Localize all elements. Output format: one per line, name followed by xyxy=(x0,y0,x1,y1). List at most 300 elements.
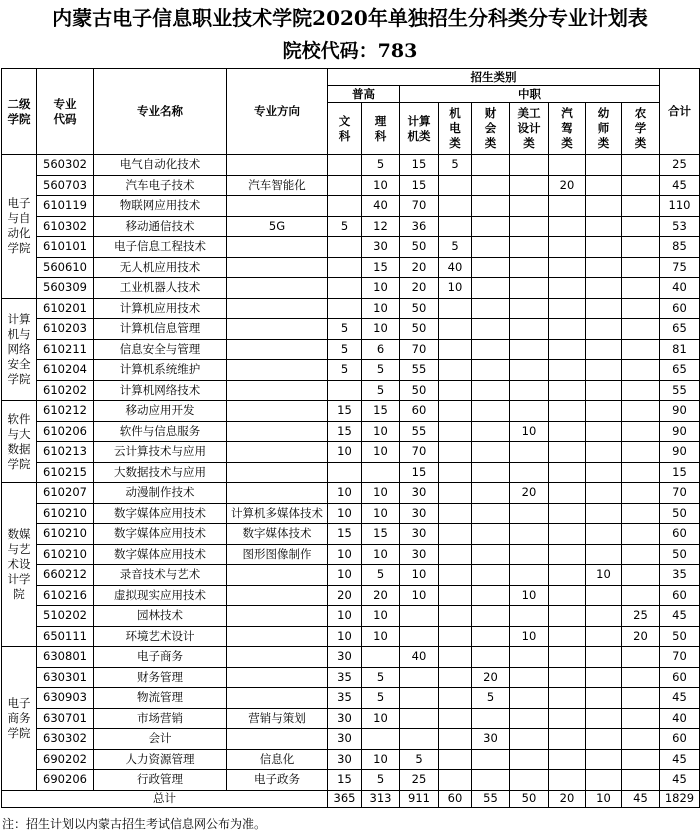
major-direction: 数字媒体技术 xyxy=(227,524,328,545)
quota-agriculture xyxy=(622,442,660,463)
major-name: 动漫制作技术 xyxy=(94,483,227,504)
quota-science: 10 xyxy=(362,483,400,504)
row-total: 65 xyxy=(660,360,700,381)
quota-auto xyxy=(549,278,586,299)
table-row xyxy=(2,257,700,278)
table-row xyxy=(2,770,700,791)
quota-science: 10 xyxy=(362,278,400,299)
quota-science xyxy=(362,647,400,668)
quota-arts: 30 xyxy=(328,729,362,750)
quota-computer xyxy=(400,688,439,709)
major-code: 610206 xyxy=(37,421,94,442)
quota-auto xyxy=(549,626,586,647)
major-code: 630801 xyxy=(37,647,94,668)
quota-art-design xyxy=(510,278,549,299)
quota-finance: 20 xyxy=(472,667,510,688)
quota-computer: 10 xyxy=(400,565,439,586)
quota-mechatronics xyxy=(439,749,472,770)
quota-preschool xyxy=(586,585,622,606)
quota-science: 5 xyxy=(362,155,400,176)
quota-agriculture xyxy=(622,380,660,401)
table-row xyxy=(2,688,700,709)
quota-arts: 5 xyxy=(328,319,362,340)
quota-computer: 40 xyxy=(400,647,439,668)
row-total: 90 xyxy=(660,421,700,442)
quota-auto xyxy=(549,421,586,442)
row-total: 90 xyxy=(660,442,700,463)
quota-science: 15 xyxy=(362,401,400,422)
college-cell: 计算机与网络安全学院 xyxy=(2,298,37,401)
row-total: 85 xyxy=(660,237,700,258)
row-total: 50 xyxy=(660,626,700,647)
quota-finance xyxy=(472,175,510,196)
major-code: 630701 xyxy=(37,708,94,729)
quota-auto xyxy=(549,360,586,381)
quota-science: 10 xyxy=(362,421,400,442)
quota-arts xyxy=(328,462,362,483)
quota-arts xyxy=(328,175,362,196)
quota-computer: 50 xyxy=(400,298,439,319)
quota-arts: 30 xyxy=(328,708,362,729)
header-name: 专业名称 xyxy=(94,69,227,155)
quota-preschool xyxy=(586,503,622,524)
quota-agriculture xyxy=(622,237,660,258)
table-footer xyxy=(2,790,700,807)
quota-mechatronics xyxy=(439,196,472,217)
quota-art-design xyxy=(510,544,549,565)
quota-auto xyxy=(549,544,586,565)
quota-arts: 5 xyxy=(328,339,362,360)
major-code: 610207 xyxy=(37,483,94,504)
quota-finance xyxy=(472,626,510,647)
row-total: 40 xyxy=(660,278,700,299)
quota-preschool xyxy=(586,626,622,647)
quota-preschool xyxy=(586,298,622,319)
table-row xyxy=(2,626,700,647)
quota-science: 10 xyxy=(362,708,400,729)
table-row xyxy=(2,729,700,750)
row-total: 45 xyxy=(660,606,700,627)
major-name: 园林技术 xyxy=(94,606,227,627)
college-cell: 软件与大数据学院 xyxy=(2,401,37,483)
table-row xyxy=(2,278,700,299)
header-mechatronics: 机电类 xyxy=(439,103,472,155)
table-body xyxy=(2,155,700,791)
quota-science: 40 xyxy=(362,196,400,217)
major-direction xyxy=(227,606,328,627)
quota-preschool xyxy=(586,688,622,709)
quota-computer: 50 xyxy=(400,237,439,258)
table-row xyxy=(2,380,700,401)
total-science: 313 xyxy=(362,790,400,807)
quota-finance xyxy=(472,585,510,606)
quota-preschool xyxy=(586,196,622,217)
quota-auto xyxy=(549,565,586,586)
major-direction xyxy=(227,278,328,299)
table-row xyxy=(2,237,700,258)
page-title: 内蒙古电子信息职业技术学院2020年单独招生分科类分专业计划表 xyxy=(52,6,648,30)
header-category: 招生类别 xyxy=(328,69,660,86)
table-row xyxy=(2,196,700,217)
quota-agriculture xyxy=(622,544,660,565)
quota-preschool: 10 xyxy=(586,565,622,586)
row-total: 110 xyxy=(660,196,700,217)
major-code: 610216 xyxy=(37,585,94,606)
quota-preschool xyxy=(586,155,622,176)
row-total: 90 xyxy=(660,401,700,422)
major-direction xyxy=(227,442,328,463)
quota-agriculture xyxy=(622,360,660,381)
quota-science: 30 xyxy=(362,237,400,258)
quota-mechatronics xyxy=(439,647,472,668)
quota-art-design xyxy=(510,708,549,729)
table-row xyxy=(2,585,700,606)
major-code: 630903 xyxy=(37,688,94,709)
quota-science: 5 xyxy=(362,770,400,791)
major-name: 计算机系统维护 xyxy=(94,360,227,381)
major-name: 数字媒体应用技术 xyxy=(94,524,227,545)
major-code: 610202 xyxy=(37,380,94,401)
quota-agriculture xyxy=(622,708,660,729)
major-direction: 信息化 xyxy=(227,749,328,770)
major-direction: 营销与策划 xyxy=(227,708,328,729)
major-name: 财务管理 xyxy=(94,667,227,688)
quota-arts xyxy=(328,257,362,278)
major-code: 610215 xyxy=(37,462,94,483)
quota-art-design xyxy=(510,442,549,463)
table-row xyxy=(2,298,700,319)
quota-computer: 10 xyxy=(400,585,439,606)
major-direction xyxy=(227,401,328,422)
quota-arts: 20 xyxy=(328,585,362,606)
quota-art-design: 10 xyxy=(510,626,549,647)
total-auto: 20 xyxy=(549,790,586,807)
major-name: 环境艺术设计 xyxy=(94,626,227,647)
quota-computer xyxy=(400,667,439,688)
major-direction xyxy=(227,462,328,483)
quota-preschool xyxy=(586,380,622,401)
quota-art-design xyxy=(510,729,549,750)
quota-finance xyxy=(472,565,510,586)
major-direction xyxy=(227,688,328,709)
major-direction xyxy=(227,565,328,586)
major-direction xyxy=(227,360,328,381)
quota-preschool xyxy=(586,749,622,770)
quota-mechatronics xyxy=(439,585,472,606)
quota-finance: 30 xyxy=(472,729,510,750)
quota-finance: 5 xyxy=(472,688,510,709)
quota-agriculture xyxy=(622,503,660,524)
quota-finance xyxy=(472,708,510,729)
quota-agriculture xyxy=(622,278,660,299)
quota-art-design xyxy=(510,688,549,709)
quota-mechatronics xyxy=(439,421,472,442)
quota-auto xyxy=(549,647,586,668)
quota-computer: 25 xyxy=(400,770,439,791)
major-direction xyxy=(227,585,328,606)
quota-mechatronics xyxy=(439,606,472,627)
college-cell: 电子与自动化学院 xyxy=(2,155,37,299)
major-name: 电子商务 xyxy=(94,647,227,668)
quota-science: 10 xyxy=(362,319,400,340)
quota-agriculture xyxy=(622,770,660,791)
quota-finance xyxy=(472,216,510,237)
table-row xyxy=(2,175,700,196)
quota-arts: 30 xyxy=(328,647,362,668)
quota-mechatronics xyxy=(439,216,472,237)
quota-mechatronics xyxy=(439,360,472,381)
table-row xyxy=(2,483,700,504)
total-finance: 55 xyxy=(472,790,510,807)
quota-mechatronics xyxy=(439,524,472,545)
table-row xyxy=(2,401,700,422)
major-direction xyxy=(227,483,328,504)
table-row xyxy=(2,155,700,176)
quota-arts: 10 xyxy=(328,626,362,647)
quota-science: 5 xyxy=(362,360,400,381)
quota-auto xyxy=(549,729,586,750)
quota-arts: 10 xyxy=(328,606,362,627)
quota-science: 15 xyxy=(362,257,400,278)
major-code: 610211 xyxy=(37,339,94,360)
quota-mechatronics xyxy=(439,729,472,750)
quota-arts: 10 xyxy=(328,565,362,586)
header-art-design: 美工设计类 xyxy=(510,103,549,155)
major-code: 560309 xyxy=(37,278,94,299)
major-code: 560703 xyxy=(37,175,94,196)
major-name: 计算机应用技术 xyxy=(94,298,227,319)
quota-arts: 35 xyxy=(328,688,362,709)
total-mechatronics: 60 xyxy=(439,790,472,807)
major-name: 人力资源管理 xyxy=(94,749,227,770)
major-code: 660212 xyxy=(37,565,94,586)
row-total: 50 xyxy=(660,544,700,565)
quota-computer: 15 xyxy=(400,175,439,196)
quota-agriculture xyxy=(622,216,660,237)
quota-art-design xyxy=(510,237,549,258)
quota-auto xyxy=(549,606,586,627)
header-college: 二级学院 xyxy=(2,69,37,155)
quota-agriculture xyxy=(622,483,660,504)
header-code: 专业代码 xyxy=(37,69,94,155)
major-name: 电气自动化技术 xyxy=(94,155,227,176)
major-code: 510202 xyxy=(37,606,94,627)
quota-mechatronics xyxy=(439,298,472,319)
major-name: 物联网应用技术 xyxy=(94,196,227,217)
major-name: 物流管理 xyxy=(94,688,227,709)
quota-computer: 60 xyxy=(400,401,439,422)
quota-agriculture xyxy=(622,688,660,709)
quota-computer xyxy=(400,626,439,647)
quota-mechatronics xyxy=(439,565,472,586)
major-name: 云计算技术与应用 xyxy=(94,442,227,463)
major-direction xyxy=(227,257,328,278)
quota-finance xyxy=(472,442,510,463)
header-auto: 汽驾类 xyxy=(549,103,586,155)
quota-agriculture xyxy=(622,524,660,545)
quota-finance xyxy=(472,401,510,422)
quota-science: 5 xyxy=(362,688,400,709)
major-name: 市场营销 xyxy=(94,708,227,729)
major-name: 移动应用开发 xyxy=(94,401,227,422)
major-direction xyxy=(227,626,328,647)
quota-mechatronics: 10 xyxy=(439,278,472,299)
quota-agriculture xyxy=(622,667,660,688)
quota-computer: 36 xyxy=(400,216,439,237)
quota-agriculture xyxy=(622,729,660,750)
quota-mechatronics: 40 xyxy=(439,257,472,278)
table-row xyxy=(2,319,700,340)
major-name: 虚拟现实应用技术 xyxy=(94,585,227,606)
major-direction: 汽车智能化 xyxy=(227,175,328,196)
quota-arts xyxy=(328,155,362,176)
major-code: 650111 xyxy=(37,626,94,647)
quota-computer: 55 xyxy=(400,421,439,442)
quota-arts: 15 xyxy=(328,770,362,791)
header-agriculture: 农学类 xyxy=(622,103,660,155)
quota-computer: 70 xyxy=(400,339,439,360)
quota-science: 12 xyxy=(362,216,400,237)
quota-finance xyxy=(472,503,510,524)
quota-arts: 10 xyxy=(328,503,362,524)
table-row xyxy=(2,524,700,545)
major-name: 计算机信息管理 xyxy=(94,319,227,340)
row-total: 65 xyxy=(660,319,700,340)
quota-art-design xyxy=(510,257,549,278)
quota-agriculture xyxy=(622,565,660,586)
quota-preschool xyxy=(586,401,622,422)
major-direction: 图形图像制作 xyxy=(227,544,328,565)
quota-art-design xyxy=(510,298,549,319)
row-total: 60 xyxy=(660,585,700,606)
quota-preschool xyxy=(586,647,622,668)
quota-art-design xyxy=(510,770,549,791)
quota-finance xyxy=(472,155,510,176)
major-direction: 电子政务 xyxy=(227,770,328,791)
major-code: 610210 xyxy=(37,503,94,524)
row-total: 60 xyxy=(660,524,700,545)
major-direction xyxy=(227,155,328,176)
quota-auto xyxy=(549,667,586,688)
quota-computer: 50 xyxy=(400,380,439,401)
major-name: 数字媒体应用技术 xyxy=(94,503,227,524)
row-total: 75 xyxy=(660,257,700,278)
table-row xyxy=(2,647,700,668)
quota-mechatronics xyxy=(439,708,472,729)
header-arts: 文科 xyxy=(328,103,362,155)
total-preschool: 10 xyxy=(586,790,622,807)
school-code: 院校代码：783 xyxy=(282,40,418,62)
row-total: 45 xyxy=(660,175,700,196)
quota-mechatronics xyxy=(439,770,472,791)
quota-agriculture xyxy=(622,462,660,483)
header-vocational: 中职 xyxy=(400,86,660,103)
quota-science xyxy=(362,729,400,750)
quota-finance xyxy=(472,483,510,504)
quota-auto xyxy=(549,339,586,360)
quota-art-design xyxy=(510,380,549,401)
quota-auto xyxy=(549,237,586,258)
quota-art-design xyxy=(510,749,549,770)
quota-mechatronics xyxy=(439,401,472,422)
quota-art-design xyxy=(510,196,549,217)
quota-science: 20 xyxy=(362,585,400,606)
quota-agriculture xyxy=(622,421,660,442)
table-row xyxy=(2,360,700,381)
quota-mechatronics xyxy=(439,462,472,483)
quota-computer: 70 xyxy=(400,442,439,463)
major-name: 电子信息工程技术 xyxy=(94,237,227,258)
quota-arts: 35 xyxy=(328,667,362,688)
quota-auto xyxy=(549,319,586,340)
header-computer: 计算机类 xyxy=(400,103,439,155)
quota-mechatronics xyxy=(439,544,472,565)
major-code: 610203 xyxy=(37,319,94,340)
major-code: 690206 xyxy=(37,770,94,791)
quota-agriculture xyxy=(622,585,660,606)
row-total: 70 xyxy=(660,647,700,668)
quota-science: 10 xyxy=(362,606,400,627)
college-cell: 电子商务学院 xyxy=(2,647,37,791)
quota-arts: 15 xyxy=(328,524,362,545)
quota-science xyxy=(362,462,400,483)
row-total: 50 xyxy=(660,503,700,524)
quota-finance xyxy=(472,524,510,545)
row-total: 45 xyxy=(660,770,700,791)
quota-arts: 30 xyxy=(328,749,362,770)
quota-auto xyxy=(549,216,586,237)
quota-science: 6 xyxy=(362,339,400,360)
row-total: 45 xyxy=(660,749,700,770)
quota-preschool xyxy=(586,462,622,483)
quota-preschool xyxy=(586,319,622,340)
quota-preschool xyxy=(586,524,622,545)
header-preschool: 幼师类 xyxy=(586,103,622,155)
quota-preschool xyxy=(586,175,622,196)
quota-science: 5 xyxy=(362,380,400,401)
major-code: 610210 xyxy=(37,524,94,545)
quota-art-design xyxy=(510,503,549,524)
major-name: 汽车电子技术 xyxy=(94,175,227,196)
footnote: 注：招生计划以内蒙古招生考试信息网公布为准。 xyxy=(2,817,267,831)
quota-mechatronics xyxy=(439,626,472,647)
row-total: 25 xyxy=(660,155,700,176)
quota-auto xyxy=(549,483,586,504)
quota-finance xyxy=(472,360,510,381)
quota-art-design xyxy=(510,524,549,545)
quota-finance xyxy=(472,237,510,258)
quota-arts xyxy=(328,298,362,319)
major-name: 工业机器人技术 xyxy=(94,278,227,299)
table-row xyxy=(2,667,700,688)
quota-preschool xyxy=(586,442,622,463)
quota-finance xyxy=(472,380,510,401)
quota-arts: 10 xyxy=(328,442,362,463)
quota-auto xyxy=(549,196,586,217)
quota-arts: 5 xyxy=(328,360,362,381)
quota-agriculture xyxy=(622,257,660,278)
major-code: 560610 xyxy=(37,257,94,278)
quota-finance xyxy=(472,339,510,360)
quota-agriculture xyxy=(622,196,660,217)
total-agriculture: 45 xyxy=(622,790,660,807)
grand-total: 1829 xyxy=(660,790,700,807)
row-total: 53 xyxy=(660,216,700,237)
table-row xyxy=(2,606,700,627)
row-total: 70 xyxy=(660,483,700,504)
quota-arts: 10 xyxy=(328,483,362,504)
quota-preschool xyxy=(586,544,622,565)
